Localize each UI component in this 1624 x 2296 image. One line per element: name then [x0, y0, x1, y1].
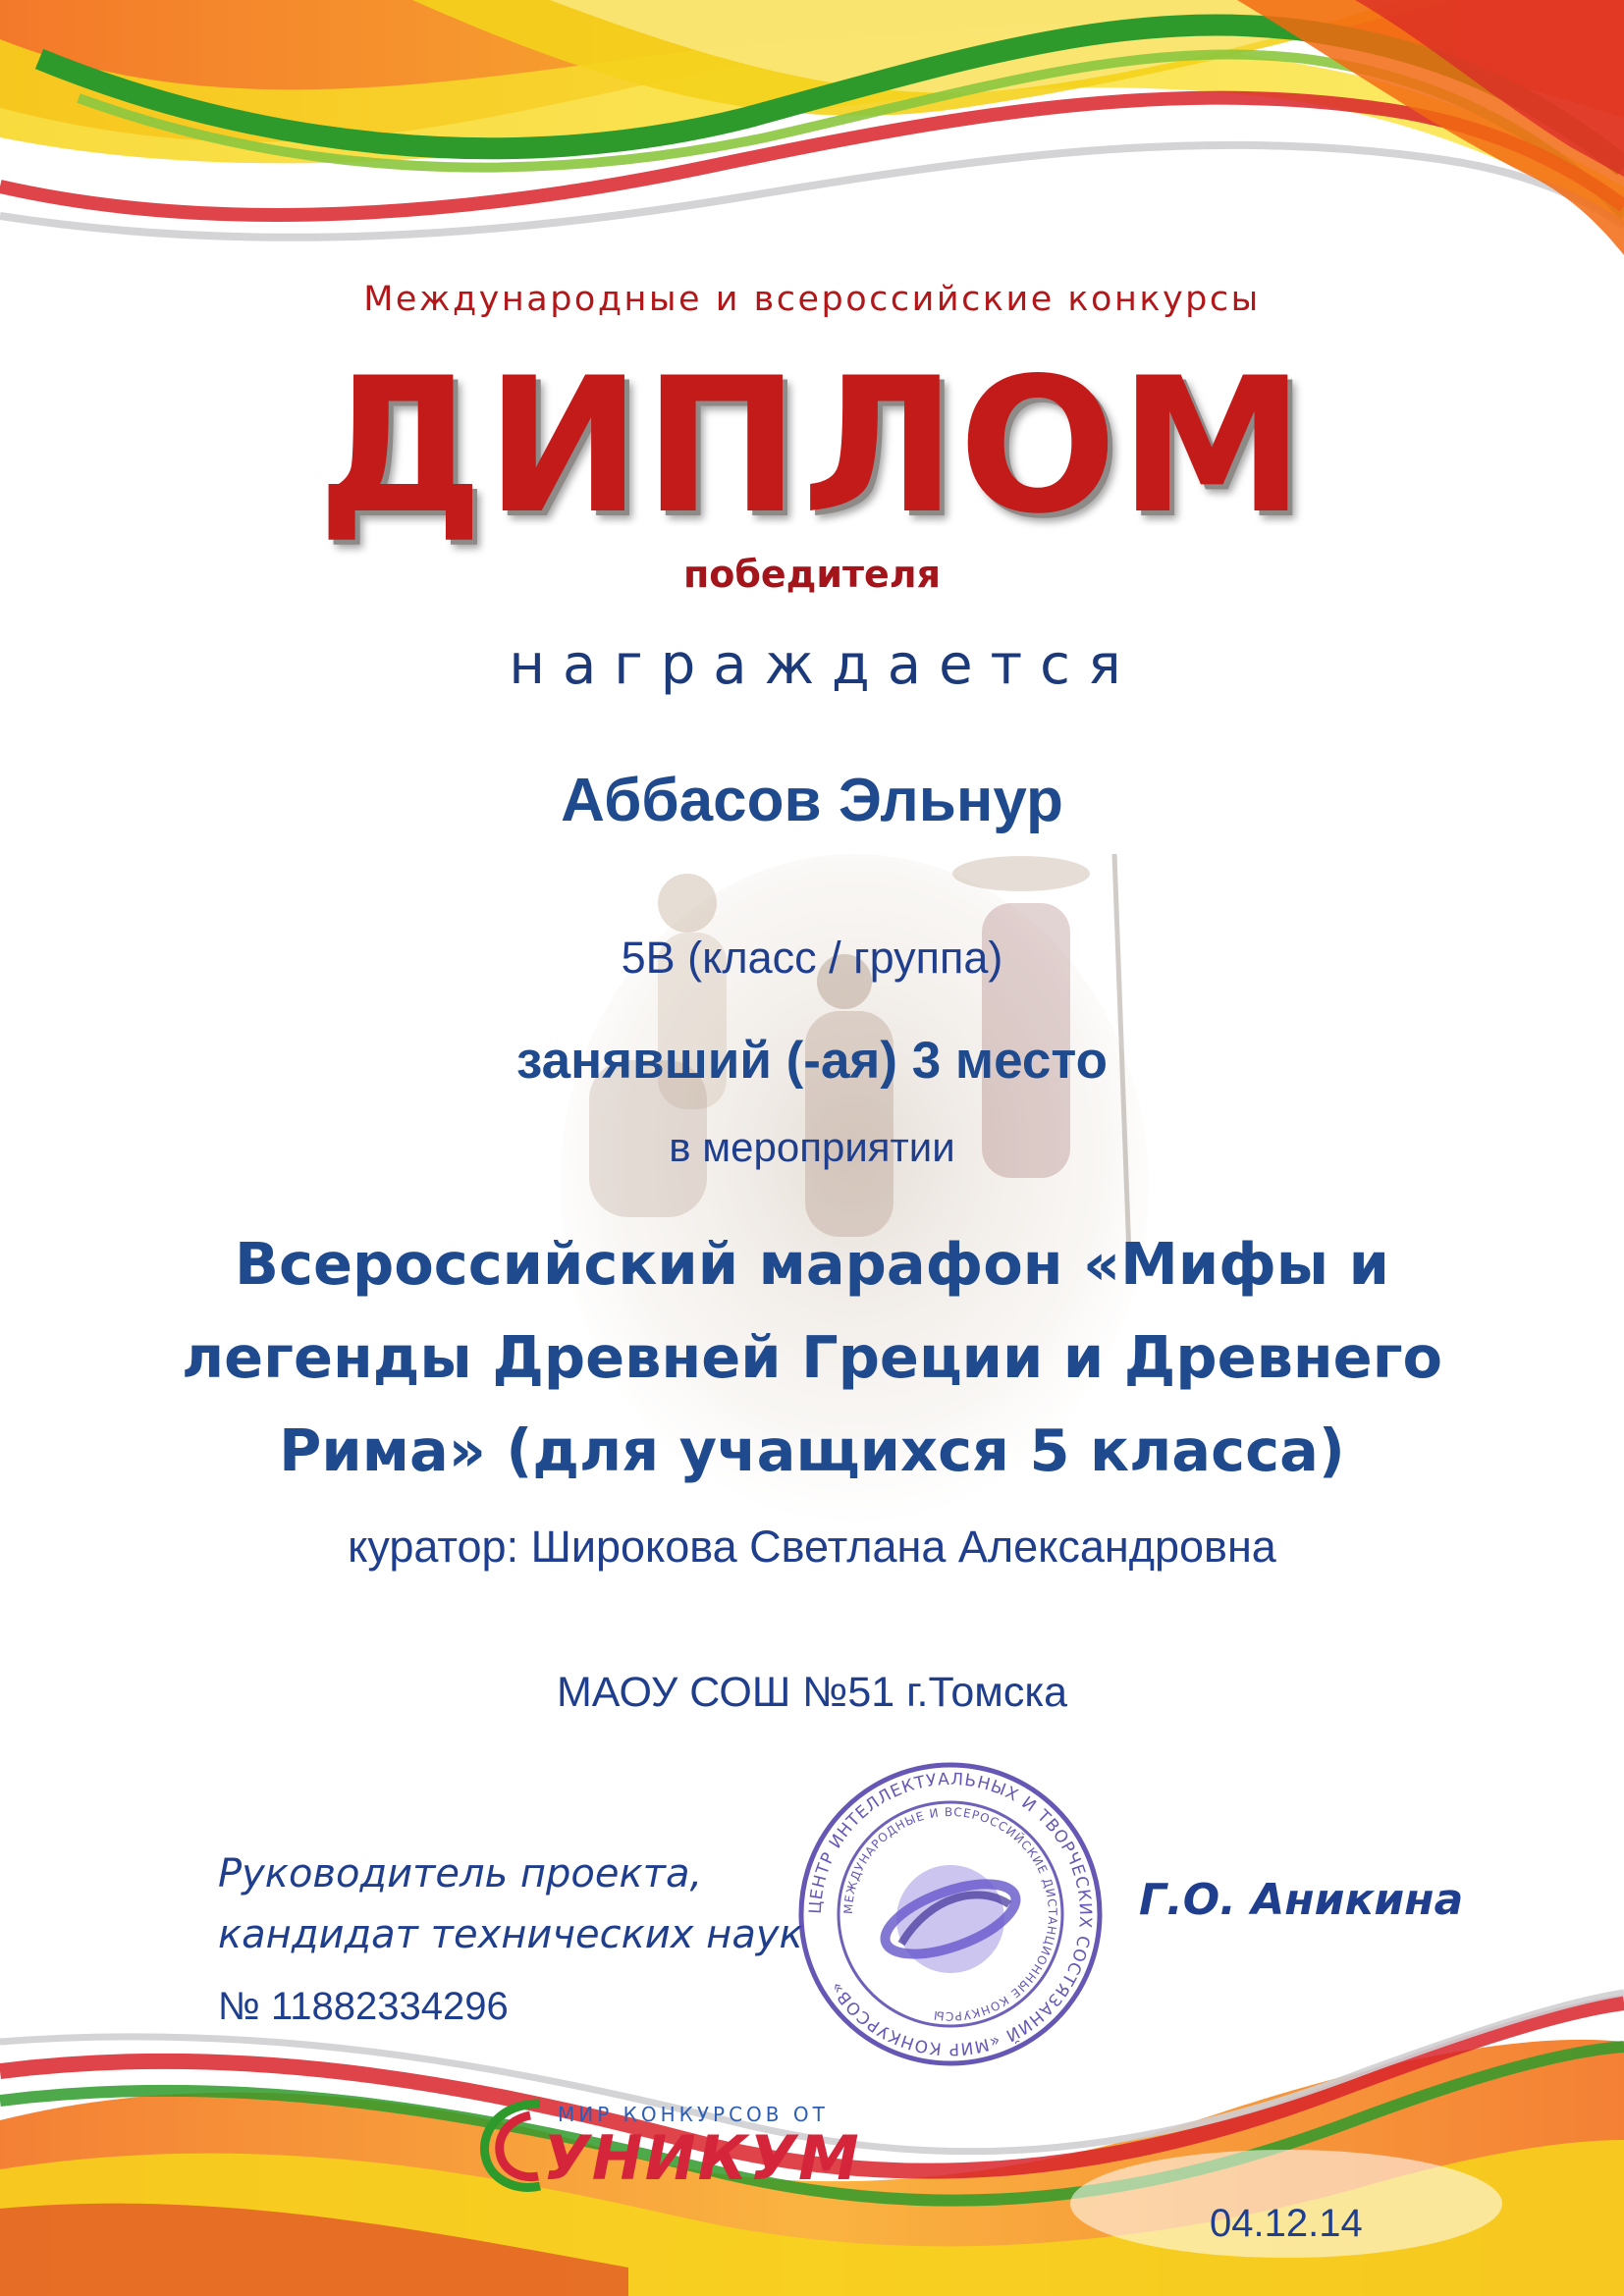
event-label: в мероприятии	[669, 1124, 955, 1170]
seal-outer-text: ЦЕНТР ИНТЕЛЛЕКТУАЛЬНЫХ И ТВОРЧЕСКИХ СОСТЯЗАНИЙ «МИР КОНКУРСОВ»	[805, 1769, 1096, 2059]
issue-date: 04.12.14	[1210, 2202, 1363, 2245]
diploma-number: № 11882334296	[218, 1985, 509, 2028]
recipient-name: Аббасов Эльнур	[561, 767, 1063, 834]
logo-wordmark: УНИКУМ	[543, 2122, 861, 2194]
event-name-line: Рима» (для учащихся 5 класса)	[279, 1416, 1345, 1484]
signature-label-line: кандидат технических наук	[218, 1912, 803, 1957]
school-name: МАОУ СОШ №51 г.Томска	[556, 1669, 1068, 1716]
signature-label	[218, 1843, 803, 1965]
event-name-line: Всероссийский марафон «Мифы и	[235, 1230, 1389, 1298]
place-line: занявший (-ая) 3 место	[515, 1032, 1109, 1090]
curator-line: куратор: Широкова Светлана Александровна	[348, 1522, 1276, 1572]
event-name-line: легенды Древней Греции и Древнего	[181, 1323, 1443, 1391]
seal-inner-text: МЕЖДУНАРОДНЫЕ И ВСЕРОССИЙСКИЕ ДИСТАНЦИОННЫЕ КОНКУРСЫ	[840, 1804, 1060, 2024]
signer-name: Г.О. Аникина	[1139, 1875, 1464, 1925]
logo-tagline: МИР КОНКУРСОВ ОТ	[558, 2103, 829, 2126]
diploma-subtitle: победителя	[682, 553, 941, 596]
diploma-title: ДИПЛОМ	[317, 338, 1307, 555]
top-ribbon-decoration	[0, 0, 1624, 294]
signature-label-line: Руководитель проекта,	[218, 1851, 703, 1896]
class-group-line: 5В (класс / группа)	[621, 933, 1003, 983]
unikum-logo	[471, 2081, 864, 2199]
awarded-text: награждается	[509, 633, 1139, 697]
event-name	[0, 1217, 1624, 1497]
organizer-heading: Международные и всероссийские конкурсы	[363, 280, 1261, 319]
